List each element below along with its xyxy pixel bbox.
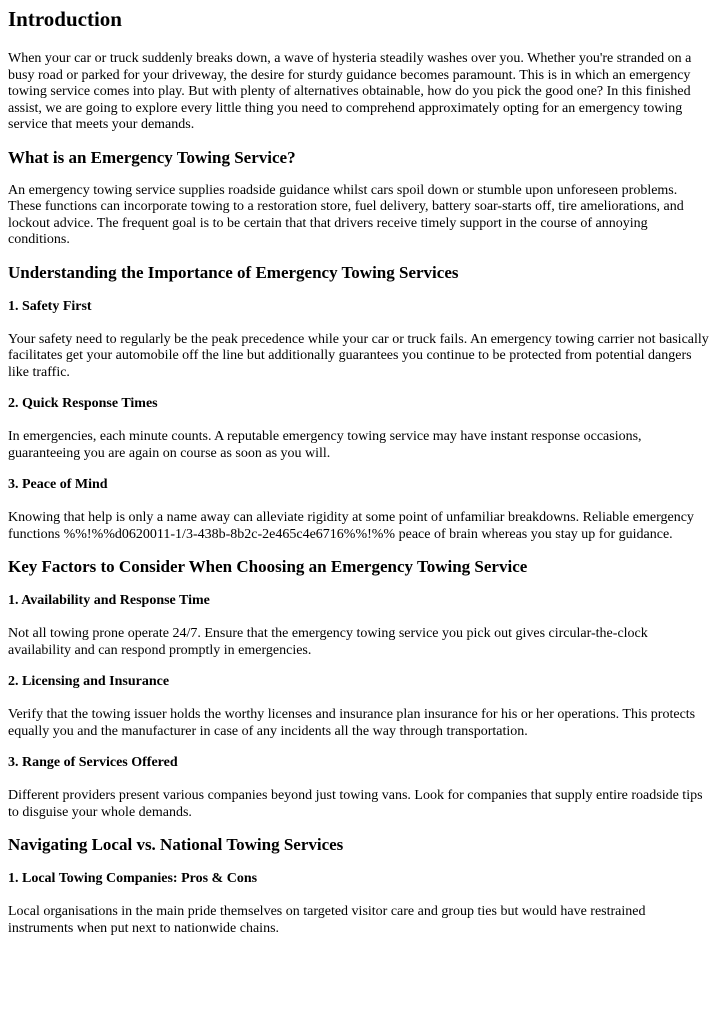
what-paragraph: An emergency towing service supplies roadside guidance whilst cars spoil down or stumble upon unforeseen problems. These functions can incorporate towing to a restoration store, fuel delivery, battery soar-starts off, tire ameliorations, and lockout advice. The frequent goal is to be certain that that drivers receive timely support in the course of annoying conditions.: [8, 182, 684, 247]
intro-heading: Introduction: [8, 7, 122, 31]
peace-paragraph: Knowing that help is only a name away can alleviate rigidity at some point of unfamiliar breakdowns. Reliable emergency functions %%!%%d0620011-1/3-438b-8b2c-2e465c4e6716%%!%% peace of brain whereas you stay up for guidance.: [8, 510, 694, 542]
intro-paragraph: When your car or truck suddenly breaks down, a wave of hysteria steadily washes over you. Whether you're stranded on a busy road or parked for your driveway, the desire for sturdy guidance becomes paramount. This is in which an emergency towing service comes into play. But with plenty of alternatives obtainable, how do you pick the good one? In this finished assist, we are going to explore every little thing you need to comprehend approximately opting for an emergency towing service that meets your demands.: [8, 51, 692, 132]
availability-paragraph: Not all towing prone operate 24/7. Ensure that the emergency towing service you pick out gives circular-the-clock availability and can respond promptly in emergencies.: [8, 626, 648, 658]
availability-heading: 1. Availability and Response Time: [8, 593, 210, 608]
what-heading: What is an Emergency Towing Service?: [8, 147, 296, 167]
response-heading: 2. Quick Response Times: [8, 396, 158, 411]
range-paragraph: Different providers present various companies beyond just towing vans. Look for companies that supply entire roadside tips to disguise your whole demands.: [8, 788, 703, 820]
local-companies-heading: 1. Local Towing Companies: Pros & Cons: [8, 871, 258, 886]
local-heading: Navigating Local vs. National Towing Services: [8, 835, 344, 854]
article: [0, 6, 720, 937]
range-heading: 3. Range of Services Offered: [8, 755, 178, 770]
importance-heading: Understanding the Importance of Emergency Towing Services: [8, 262, 459, 282]
factors-heading: Key Factors to Consider When Choosing an Emergency Towing Service: [8, 557, 528, 576]
licensing-paragraph: Verify that the towing issuer holds the worthy licenses and insurance plan insurance for his or her operations. This protects equally you and the manufacturer in case of any incidents all the way through transportation.: [8, 707, 696, 739]
safety-paragraph: Your safety need to regularly be the peak precedence while your car or truck fails. An emergency towing carrier not basically facilitates get your automobile off the line but additionally guarantees you continue to be protected from potential dangers like traffic.: [8, 331, 709, 380]
safety-heading: 1. Safety First: [8, 298, 92, 314]
local-companies-paragraph: Local organisations in the main pride themselves on targeted visitor care and group ties but would have restrained instruments when put next to nationwide chains.: [8, 904, 646, 936]
peace-heading: 3. Peace of Mind: [8, 477, 108, 492]
response-paragraph: In emergencies, each minute counts. A reputable emergency towing service may have instant response occasions, guaranteeing you are again on course as soon as you will.: [8, 429, 642, 461]
licensing-heading: 2. Licensing and Insurance: [8, 674, 170, 689]
